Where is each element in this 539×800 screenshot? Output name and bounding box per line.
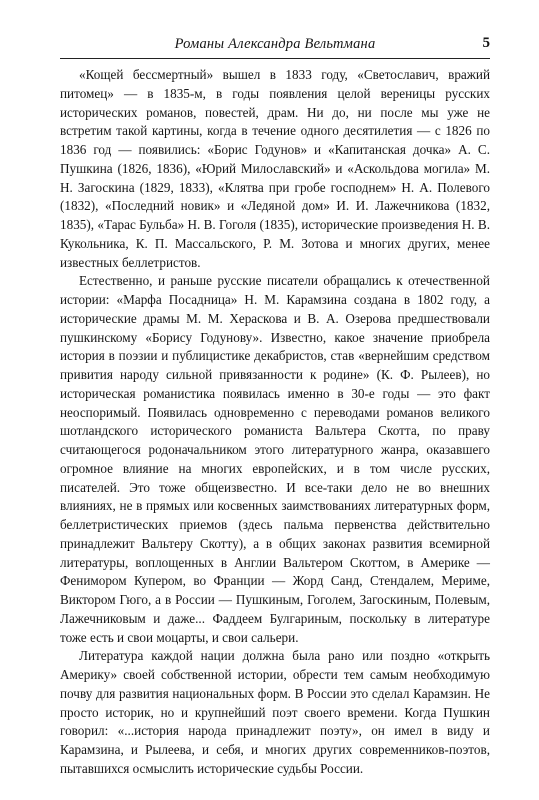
- running-header: [60, 36, 490, 59]
- running-title: Романы Александра Вельтмана: [174, 36, 376, 52]
- paragraph-2: Естественно, и раньше русские писатели обращались к отечественной истории: «Марфа Посадница» Н. М. Карамзина создана в 1802 году, а исторические драмы М. М. Хераскова и В. А. Озерова предшествовали пушкинскому «Борису Годунову». Известно, какое значение приобрела история в поэзии и публицистике декабристов, став «вернейшим средством привития народу сильной привязанности к родине» (К. Ф. Рылеев), но историческая романистика появилась именно в 30-е годы — это факт неоспоримый. Появилась одновременно с переводами романов великого шотландского исторического романиста Вальтера Скотта, по праву считающегося родоначальником этого литературного жанра, оказавшего огромное влияние на многих европейских, и в том числе русских, писателей. Это тоже общеизвестно. И все-таки дело не во внешних влияниях, не в прямых или косвенных заимствованиях литературных форм, беллетристических приемов (здесь пальма первенства действительно принадлежит Вальтеру Скотту), а в общих законах развития всемирной литературы, воплощенных в Англии Вальтером Скоттом, в Америке — Фенимором Купером, во Франции — Жорд Санд, Стендалем, Мериме, Виктором Гюго, а в России — Пушкиным, Гоголем, Загоскиным, Полевым, Лажечниковым и даже... Фаддеем Булгариным, поскольку в литературе тоже есть и свои моцарты, и свои сальери.: [60, 273, 490, 645]
- body-text: [60, 66, 490, 779]
- paragraph-1: «Кощей бессмертный» вышел в 1833 году, «Светославич, вражий питомец» — в 1835-м, в годы появления целой вереницы русских исторических романов, повестей, драм. Ни до, ни после мы уже не встретим такой картины, когда в течение одного десятилетия — с 1826 по 1836 год — появились: «Борис Годунов» и «Капитанская дочка» А. С. Пушкина (1826, 1836), «Юрий Милославский» и «Аскольдова могила» М. Н. Загоскина (1829, 1833), «Клятва при гробе господнем» Н. А. Полевого (1832), «Последний новик» и «Ледяной дом» И. И. Лажечникова (1832, 1835), «Тарас Бульба» Н. В. Гоголя (1835), исторические произведения Н. В. Кукольника, К. П. Массальского, Р. М. Зотова и многих других, менее известных беллетристов.: [60, 67, 490, 270]
- paragraph-3: Литература каждой нации должна была рано или поздно «открыть Америку» своей собственной истории, обрести тем самым необходимую почву для развития национальных форм. В России это сделал Карамзин. Не просто историк, но и крупнейший поэт своего времени. Когда Пушкин говорил: «...история народа принадлежит поэту», он имел в виду и Карамзина, и Рылеева, и себя, и многих других современников-поэтов, пытавшихся осмыслить исторические судьбы России.: [60, 648, 490, 776]
- page-number: 5: [482, 35, 490, 51]
